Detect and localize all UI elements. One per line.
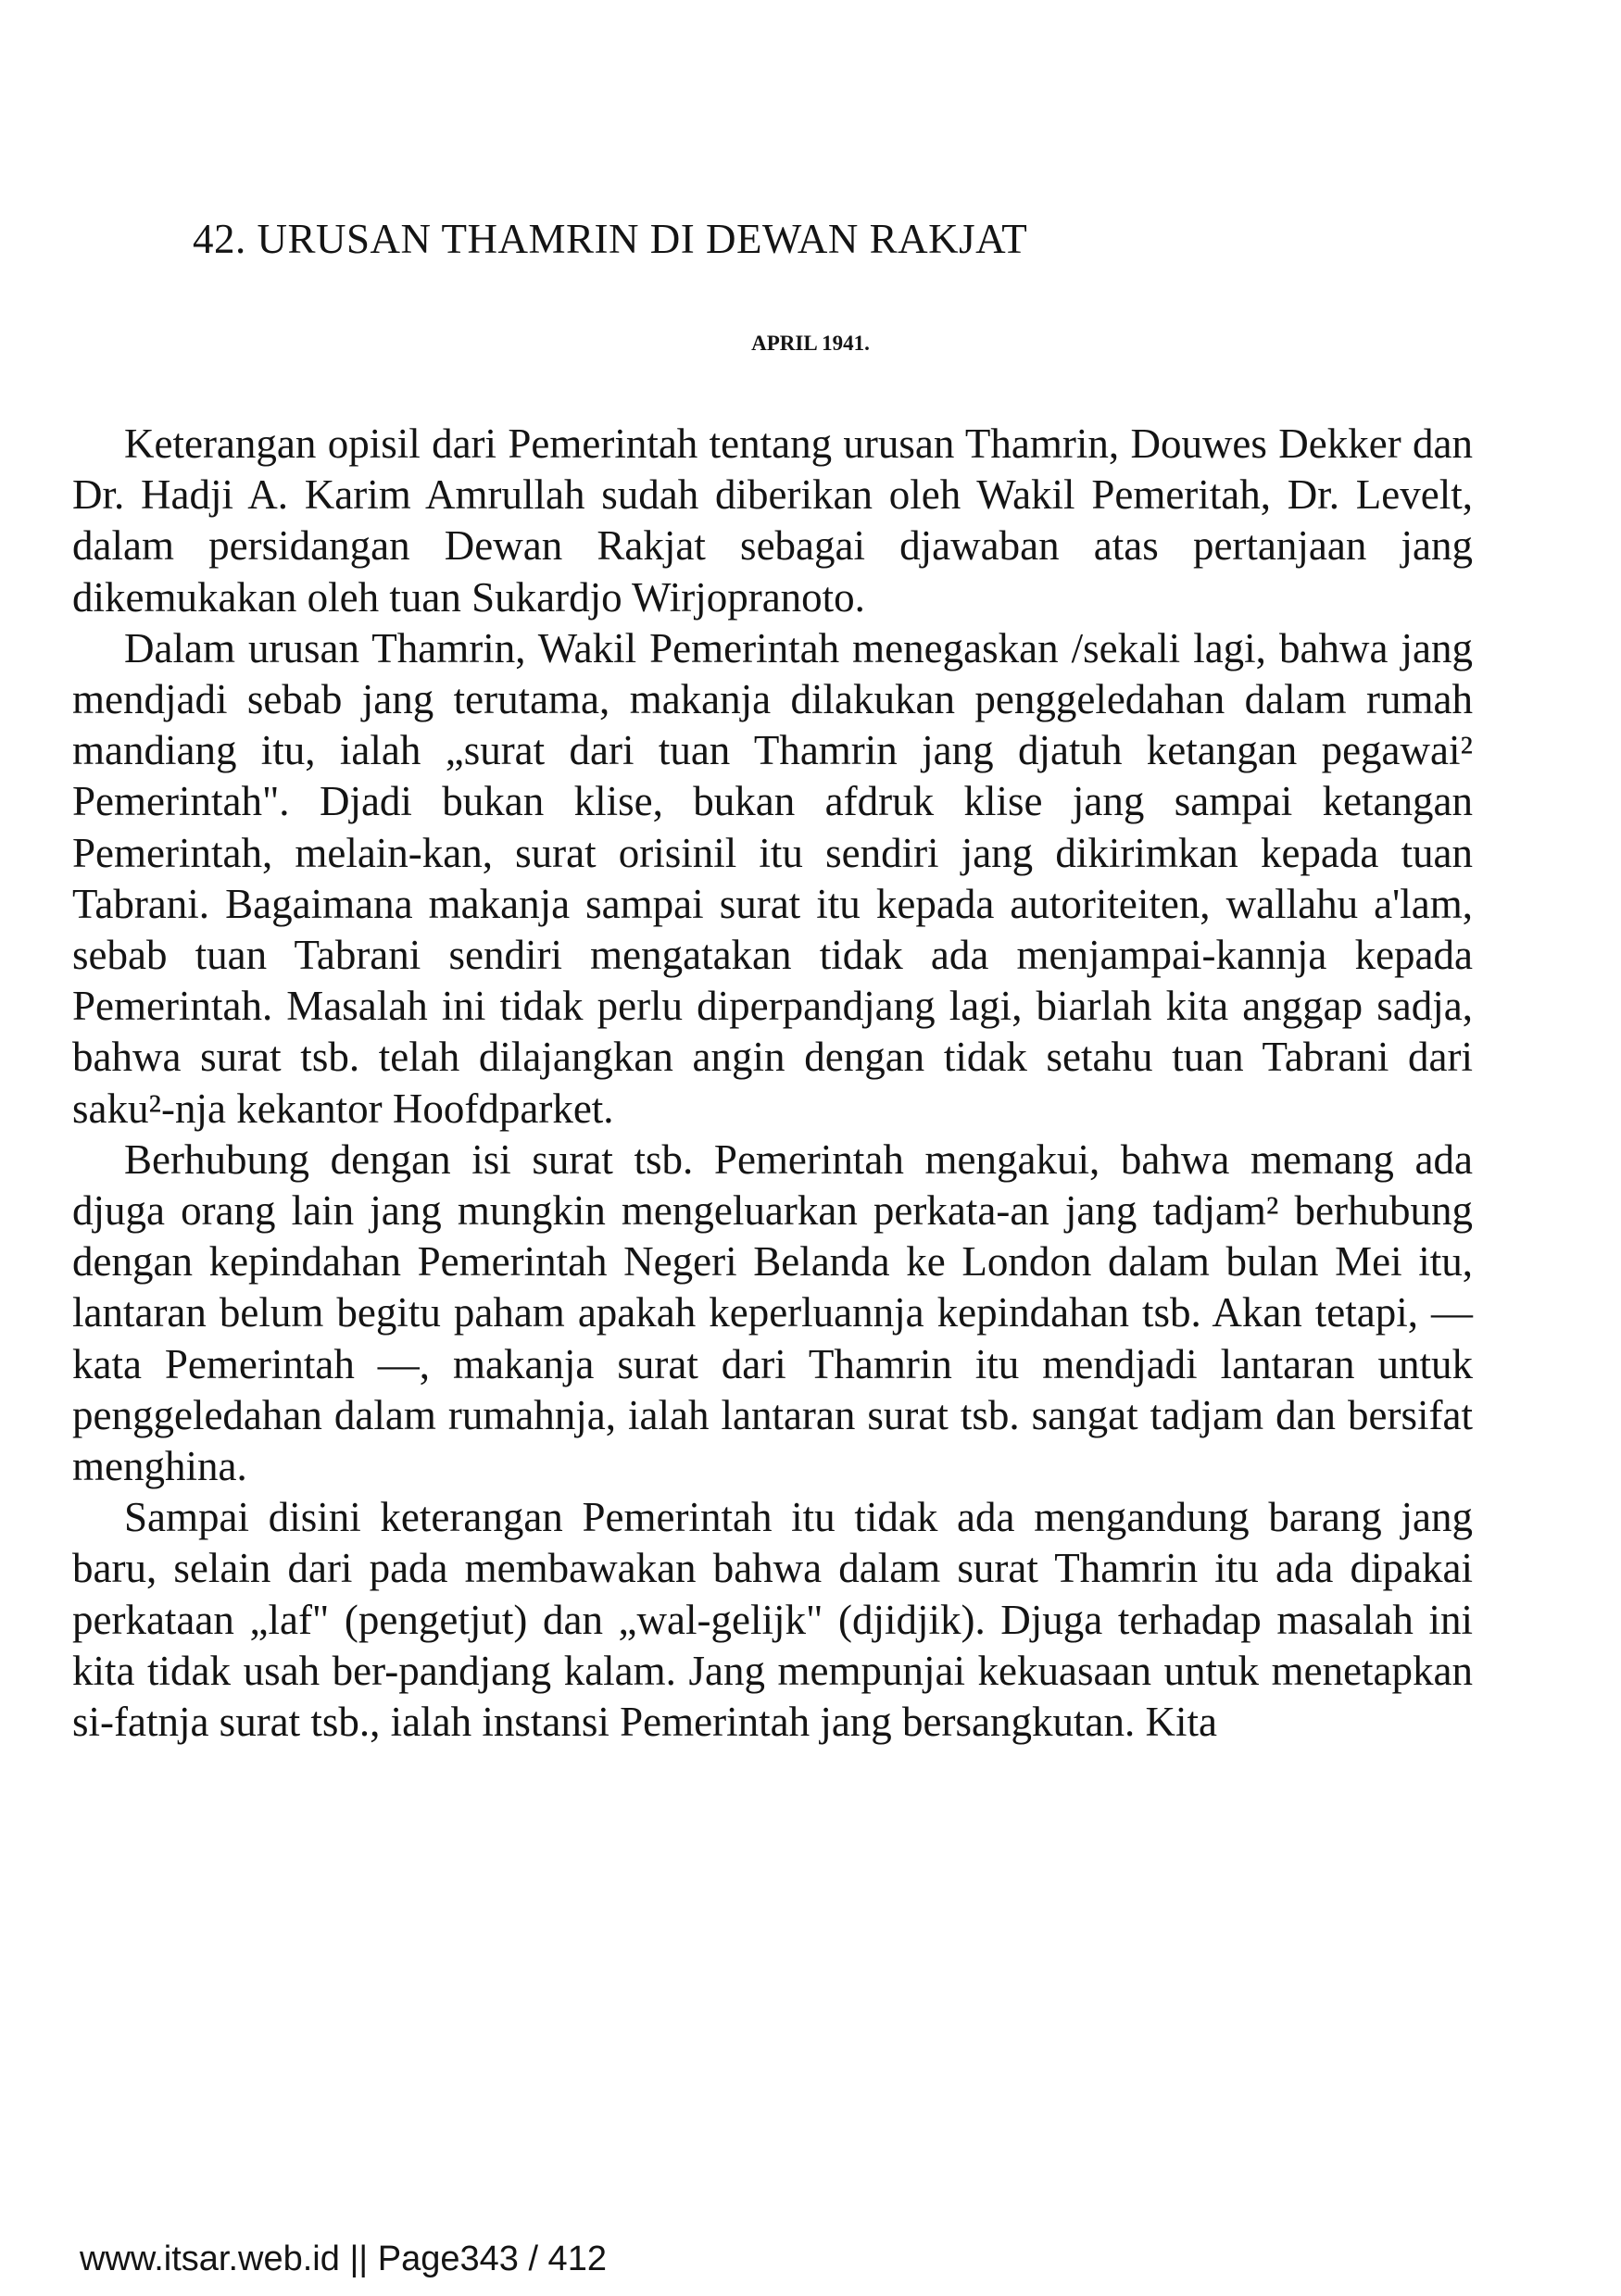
paragraph: Dalam urusan Thamrin, Wakil Pemerintah menegaskan /sekali lagi, bahwa jang mendjadi sebab jang terutama, makanja dilakukan penggeledahan dalam rumah mandiang itu, ialah „surat dari tuan Thamrin jang djatuh ketangan pegawai² Pemerintah". Djadi bukan klise, bukan afdruk klise jang sampai ketangan Pemerintah, melain-kan, surat orisinil itu sendiri jang dikirimkan kepada tuan Tabrani. Bagaimana makanja sampai surat itu kepada autoriteiten, wallahu a'lam, sebab tuan Tabrani sendiri mengatakan tidak ada menjampai-kannja kepada Pemerintah. Masalah ini tidak perlu diperpandjang lagi, biarlah kita anggap sadja, bahwa surat tsb. telah dilajangkan angin dengan tidak setahu tuan Tabrani dari saku²-nja kekantor Hoofdparket.	[72, 624, 1473, 1132]
page-footer: www.itsar.web.id || Page343 / 412	[80, 2240, 607, 2278]
paragraph: Berhubung dengan isi surat tsb. Pemerintah mengakui, bahwa memang ada djuga orang lain jang mungkin mengeluarkan perkata-an jang tadjam² berhubung dengan kepindahan Pemerintah Negeri Belanda ke London dalam bulan Mei itu, lantaran belum begitu paham apakah keperluannja kepindahan tsb. Akan tetapi, — kata Pemerintah —, makanja surat dari Thamrin itu mendjadi lantaran untuk penggeledahan dalam rumahnja, ialah lantaran surat tsb. sangat tadjam dan bersifat menghina.	[72, 1135, 1473, 1490]
document-date: APRIL 1941.	[751, 332, 870, 355]
article-body	[72, 419, 1473, 1748]
paragraph: Keterangan opisil dari Pemerintah tentang urusan Thamrin, Douwes Dekker dan Dr. Hadji A. Karim Amrullah sudah diberikan oleh Wakil Pemeritah, Dr. Levelt, dalam persidangan Dewan Rakjat sebagai djawaban atas pertanjaan jang dikemukakan oleh tuan Sukardjo Wirjopranoto.	[72, 420, 1473, 621]
paragraph: Sampai disini keterangan Pemerintah itu tidak ada mengandung barang jang baru, selain dari pada membawakan bahwa dalam surat Thamrin itu ada dipakai perkataan „laf" (pengetjut) dan „wal-gelijk" (djidjik). Djuga terhadap masalah ini kita tidak usah ber-pandjang kalam. Jang mempunjai kekuasaan untuk menetapkan si-fatnja surat tsb., ialah instansi Pemerintah jang bersangkutan. Kita	[72, 1494, 1473, 1746]
page-title: 42. URUSAN THAMRIN DI DEWAN RAKJAT	[193, 216, 1028, 262]
